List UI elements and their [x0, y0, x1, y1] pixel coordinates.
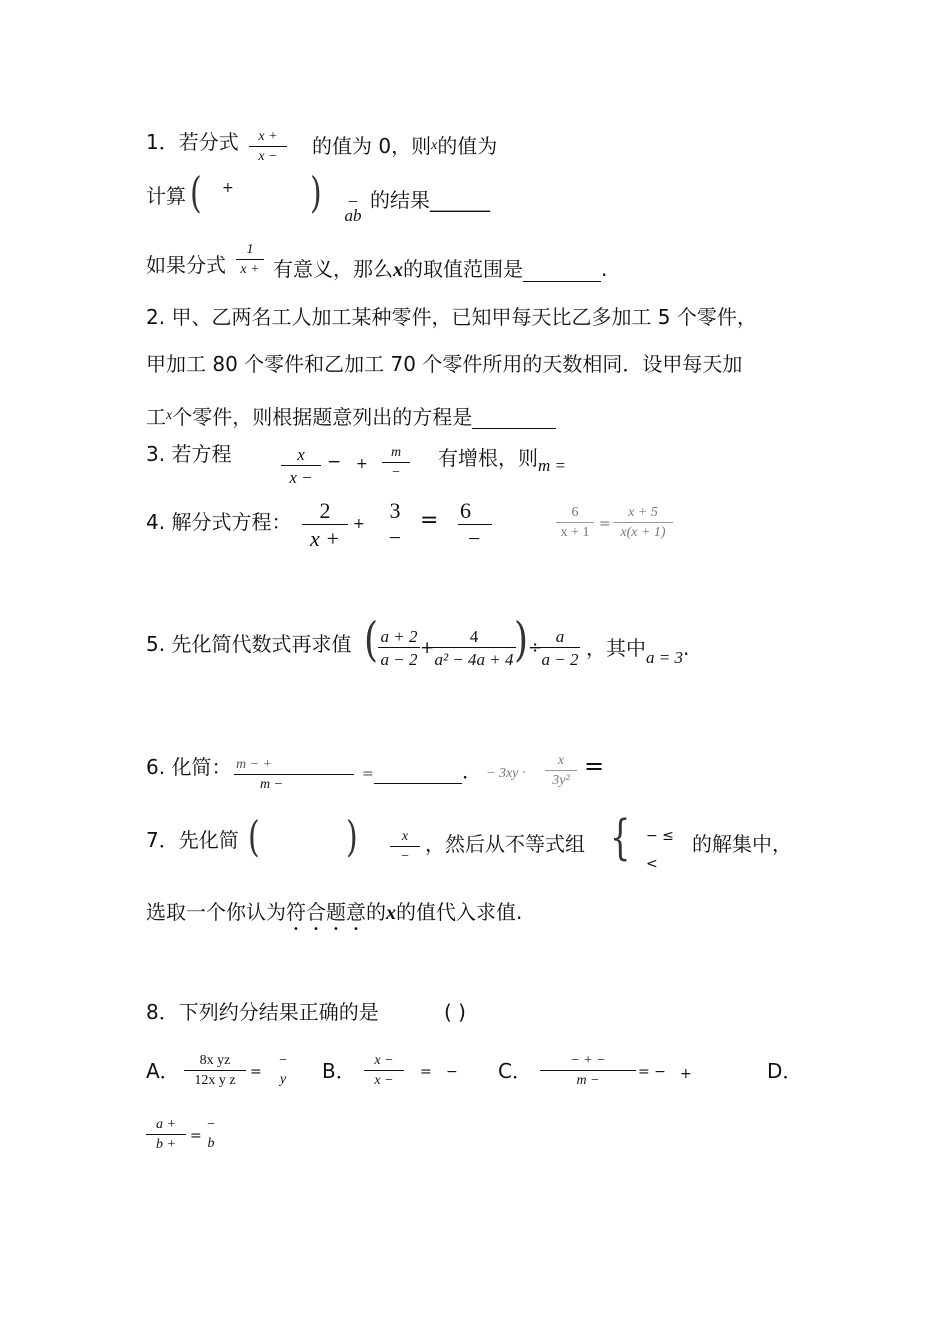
q5-f3-num: a: [540, 628, 580, 648]
domain-suffix: 的取值范围是: [403, 257, 523, 281]
q7-line2-c: 的值代入求值.: [396, 900, 523, 924]
q6-f2-den: 3y²: [552, 773, 570, 788]
domain-var: x: [393, 259, 403, 281]
q8-d-rden: b: [207, 1136, 215, 1151]
q2-line1: 2. 甲、乙两名工人加工某种零件，已知甲每天比乙多加工 5 个零件，: [146, 305, 757, 329]
q5-right-paren: ): [514, 613, 529, 668]
q2-blank: [472, 408, 556, 429]
q2-line3-a: 工: [146, 405, 166, 429]
q1-mid: [312, 130, 497, 159]
q8-b-eq: =: [420, 1064, 432, 1080]
q8-d-num: a +: [146, 1118, 186, 1135]
q5-f2-num: 4: [432, 628, 516, 648]
q3-rest: [438, 442, 566, 476]
q7-suffix: 的解集中，: [692, 832, 792, 856]
q6-frac1: [234, 758, 354, 792]
domain-mid: 有意义，那么: [273, 257, 393, 281]
q8-option-d-label: D．: [767, 1059, 803, 1083]
q8-d-eq: =: [190, 1128, 202, 1144]
domain-prefix: 如果分式: [146, 253, 226, 277]
calc-prefix: 计算: [146, 184, 186, 208]
q5-cond: a = 3: [646, 648, 683, 667]
q4-f1-num: 2: [302, 500, 348, 525]
q4-f1-den: x +: [309, 526, 341, 551]
q8-option-d-result: [203, 1118, 219, 1151]
q8-a-eq: =: [250, 1064, 262, 1080]
domain-end: .: [601, 257, 608, 281]
calc-fraction: [340, 186, 366, 224]
q3-plus: +: [356, 456, 368, 472]
domain-blank: [523, 261, 601, 282]
q4-eq: =: [420, 508, 439, 533]
q6-blank: [374, 763, 462, 784]
q5-f3-den: a − 2: [541, 650, 579, 669]
q8-d-rnum: −: [206, 1117, 216, 1132]
q7-line2-b: 的: [366, 900, 386, 924]
q7-frac-num: x: [390, 830, 420, 847]
q4-prefix: 4. 解分式方程：: [146, 510, 292, 534]
calc-suffix: [370, 184, 490, 213]
q3-mid: 有增根，则: [438, 446, 538, 470]
q4-frac2: [380, 500, 410, 549]
calc-blank: ______: [430, 188, 490, 212]
q6-dot: ．: [462, 759, 482, 783]
q8-stem-text: 8．下列约分结果正确的是: [146, 1000, 379, 1024]
q7-line2-a: 选取一个你认为: [146, 900, 286, 924]
q4-g2-den: x(x + 1): [620, 525, 666, 540]
q8-option-c-frac: [540, 1054, 636, 1088]
q2-line2: 甲加工 80 个零件和乙加工 70 个零件所用的天数相同．设甲每天加: [146, 352, 743, 376]
q8-option-b-label: B．: [322, 1059, 356, 1083]
q8-option-a-result: [273, 1054, 293, 1087]
q8-a-rden: y: [279, 1072, 287, 1087]
q4-given-frac2: [613, 506, 673, 540]
q3-prefix: 3. 若方程: [146, 442, 232, 466]
q8-option-a-frac: [184, 1054, 246, 1088]
calc-suffix-text: 的结果: [370, 188, 430, 212]
q8-option-b-frac: [364, 1054, 404, 1088]
q7-prefix: 7．先化简: [146, 828, 239, 852]
q1-frac-den: x −: [258, 149, 278, 164]
q1-fraction: [249, 130, 287, 164]
q6-f2-num: x: [545, 754, 577, 771]
q5-rest: [586, 632, 689, 668]
q8-option-c-label: C．: [498, 1059, 532, 1083]
q6-expr: − 3xy ·: [486, 766, 526, 781]
q5-f2-den: a² − 4a + 4: [434, 650, 514, 669]
q4-g1-num: 6: [556, 506, 594, 523]
q3-m-eq: m =: [538, 456, 566, 475]
q7-brace: {: [610, 808, 631, 866]
q5-f1-den: a − 2: [380, 650, 418, 669]
q5-f1-num: a + 2: [378, 628, 420, 648]
calc-right-paren: ): [310, 169, 322, 218]
q2-line3-b: 个零件，则根据题意列出的方程是: [172, 405, 473, 429]
q4-g2-num: x + 5: [613, 506, 673, 523]
q6-eq: =: [362, 766, 374, 782]
q1-suffix: 的值为: [437, 134, 498, 158]
q5-frac2: [432, 628, 516, 668]
q6-blank-wrap: [374, 755, 482, 784]
q8-d-den: b +: [156, 1137, 176, 1152]
domain-fraction: [236, 243, 264, 277]
domain-frac-den: x +: [240, 262, 260, 277]
q8-paren: ( ): [444, 1000, 466, 1024]
q5-frac1: [378, 628, 420, 668]
calc-plus: +: [222, 180, 234, 196]
q8-stem: [146, 1000, 379, 1024]
q8-b-num: x −: [364, 1054, 404, 1071]
q8-b-den: x −: [374, 1073, 394, 1088]
q8-option-d-frac: [146, 1118, 186, 1152]
q7-right-paren: ): [346, 813, 358, 862]
q6-f1-num: m − +: [234, 758, 354, 775]
q4-f3-den: −: [468, 526, 481, 551]
q4-frac3: [458, 500, 492, 550]
calc-frac-den: ab: [344, 206, 362, 225]
q7-frac-den: −: [400, 849, 410, 864]
q5-plus: +: [420, 638, 435, 658]
q6-frac2: [545, 754, 577, 788]
q4-given-frac1: [556, 506, 594, 540]
calc-frac-num: _: [348, 185, 358, 204]
q5-div: ÷: [528, 638, 543, 658]
q7-emphasis: 符合题意: [286, 900, 366, 924]
q6-f1-den: m −: [260, 777, 284, 792]
q1-frac-num: x +: [249, 130, 287, 147]
q4-f2-den: −: [388, 525, 402, 550]
q4-plus: +: [353, 516, 365, 532]
q5-mid: ，其中: [586, 636, 646, 660]
q2-var: x: [166, 408, 173, 423]
q3-f2-den: −: [391, 465, 401, 480]
q7-left-paren: (: [248, 813, 260, 862]
q4-f2-num: 3: [389, 498, 401, 523]
q8-b-result: −: [446, 1064, 458, 1080]
q6-prefix: 6. 化简：: [146, 755, 232, 779]
q8-c-den: m −: [576, 1073, 600, 1088]
q3-f1-den: x −: [289, 468, 313, 487]
q3-f2-num: m: [382, 446, 410, 463]
q5-frac3: [540, 628, 580, 668]
q4-given-eq: =: [599, 516, 611, 532]
q2-line3: [146, 404, 556, 429]
domain-rest: [273, 253, 607, 282]
q5-prefix: 5. 先化简代数式再求值: [146, 632, 352, 656]
calc-left-paren: (: [190, 169, 202, 218]
q5-left-paren: (: [364, 613, 379, 668]
q4-f3-num: 6: [458, 500, 492, 525]
q8-c-eq: = −: [638, 1064, 666, 1080]
q4-g1-den: x + 1: [560, 525, 590, 540]
q8-a-rnum: −: [278, 1053, 288, 1068]
q7-var: x: [386, 902, 396, 924]
q8-a-den: 12x y z: [194, 1073, 236, 1088]
q8-option-a-label: A．: [146, 1059, 180, 1083]
q3-f1-num: x: [281, 446, 321, 466]
question-1: [146, 130, 239, 154]
q1-mid-text: 的值为 0，则: [312, 134, 432, 158]
q1-var: x: [431, 138, 438, 153]
q8-c-result: +: [680, 1066, 692, 1082]
q5-end: .: [682, 636, 690, 660]
q7-ineq2: <: [646, 856, 658, 872]
q1-prefix: 1．若分式: [146, 130, 239, 154]
q7-line2: [146, 900, 522, 935]
q3-frac2: [382, 446, 410, 480]
q4-frac1: [302, 500, 348, 550]
q7-mid: ，然后从不等式组: [425, 832, 585, 856]
q8-a-num: 8x yz: [184, 1054, 246, 1071]
q3-minus: −: [327, 452, 342, 472]
q8-c-num: − + −: [540, 1054, 636, 1071]
q6-eq2: =: [584, 752, 605, 780]
q7-ineq1: − ≤: [646, 828, 674, 844]
q3-frac1: [281, 446, 321, 486]
domain-frac-num: 1: [236, 243, 264, 260]
q7-fraction: [390, 830, 420, 864]
